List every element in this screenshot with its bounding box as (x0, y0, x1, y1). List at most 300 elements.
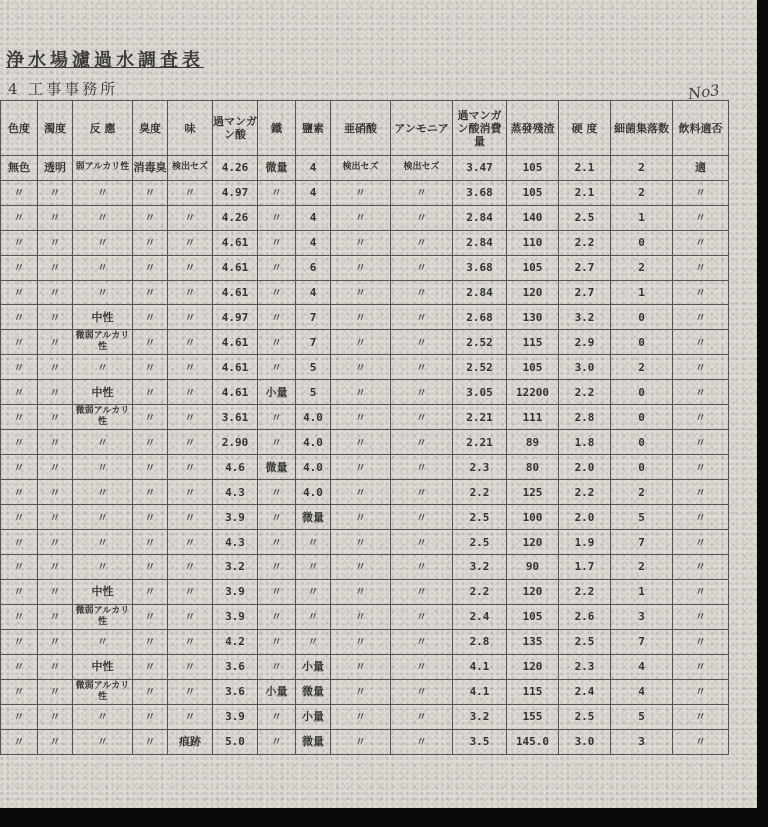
table-cell: 4.61 (213, 230, 258, 255)
table-cell: 〃 (391, 729, 453, 754)
table-cell: 〃 (133, 554, 168, 579)
table-cell: 〃 (1, 255, 38, 280)
table-cell: 4.97 (213, 305, 258, 330)
table-cell: 2.2 (559, 380, 611, 405)
table-cell: 2 (611, 480, 673, 505)
table-cell: 〃 (168, 405, 213, 430)
table-cell: 2.8 (559, 405, 611, 430)
table-cell: 12200 (507, 380, 559, 405)
table-cell: 〃 (1, 629, 38, 654)
table-cell: 〃 (1, 405, 38, 430)
table-cell: 〃 (1, 280, 38, 305)
table-cell: 4.26 (213, 156, 258, 181)
table-cell: 〃 (673, 654, 729, 679)
table-cell: 0 (611, 405, 673, 430)
table-cell: 〃 (331, 530, 391, 555)
table-cell: 2.1 (559, 156, 611, 181)
table-cell: 105 (507, 604, 559, 629)
table-row (1, 230, 729, 255)
table-cell: 〃 (133, 455, 168, 480)
table-cell: 〃 (258, 430, 296, 455)
table-row (1, 704, 729, 729)
table-cell: 〃 (258, 180, 296, 205)
table-cell: 4.0 (296, 430, 331, 455)
table-cell: 〃 (673, 554, 729, 579)
table-cell: 5 (296, 355, 331, 380)
table-cell: 〃 (1, 679, 38, 704)
table-cell: 〃 (168, 305, 213, 330)
table-cell: 2.4 (453, 604, 507, 629)
table-cell: 〃 (133, 480, 168, 505)
table-cell: 105 (507, 156, 559, 181)
table-cell: 〃 (1, 729, 38, 754)
table-cell: 微量 (296, 505, 331, 530)
table-cell: 4.2 (213, 629, 258, 654)
table-cell: 4.3 (213, 530, 258, 555)
table-cell: 1.8 (559, 430, 611, 455)
table-cell: 〃 (331, 629, 391, 654)
table-cell: 0 (611, 230, 673, 255)
table-cell: 〃 (258, 505, 296, 530)
column-header: アンモニア (391, 101, 453, 156)
table-cell: 〃 (168, 380, 213, 405)
table-cell: 2 (611, 255, 673, 280)
table-cell: 〃 (38, 180, 73, 205)
table-cell: 〃 (168, 355, 213, 380)
table-cell: 2.2 (453, 579, 507, 604)
table-cell: 〃 (391, 530, 453, 555)
table-cell: 3.0 (559, 355, 611, 380)
table-cell: 5.0 (213, 729, 258, 754)
table-cell: 〃 (391, 554, 453, 579)
table-cell: 〃 (38, 255, 73, 280)
table-cell: 〃 (258, 405, 296, 430)
table-cell: 4.61 (213, 330, 258, 355)
table-cell: 155 (507, 704, 559, 729)
table-cell: 〃 (673, 305, 729, 330)
table-cell: 4 (296, 280, 331, 305)
table-cell: 4.1 (453, 679, 507, 704)
table-cell: 〃 (1, 505, 38, 530)
column-header: 亜硝酸 (331, 101, 391, 156)
table-cell: 2 (611, 180, 673, 205)
table-cell: 〃 (296, 629, 331, 654)
table-cell: 〃 (673, 455, 729, 480)
table-cell: 〃 (38, 505, 73, 530)
table-cell: 〃 (73, 455, 133, 480)
table-cell: 〃 (673, 679, 729, 704)
table-cell: 〃 (168, 455, 213, 480)
water-survey-table (0, 100, 729, 755)
table-cell: 120 (507, 654, 559, 679)
table-cell: 〃 (258, 330, 296, 355)
table-cell: 〃 (168, 679, 213, 704)
table-cell: 〃 (73, 530, 133, 555)
table-row (1, 455, 729, 480)
table-cell: 〃 (673, 604, 729, 629)
table-cell: 1.7 (559, 554, 611, 579)
table-cell: 〃 (38, 579, 73, 604)
table-cell: 〃 (391, 380, 453, 405)
column-header: 鐵 (258, 101, 296, 156)
table-cell: 〃 (331, 579, 391, 604)
table-cell: 4.61 (213, 355, 258, 380)
table-cell: 2 (611, 156, 673, 181)
table-cell: 4.61 (213, 280, 258, 305)
table-cell: 135 (507, 629, 559, 654)
table-cell: 〃 (258, 629, 296, 654)
table-cell: 〃 (296, 579, 331, 604)
table-cell: 〃 (133, 505, 168, 530)
table-cell: 100 (507, 505, 559, 530)
table-cell: 〃 (38, 205, 73, 230)
table-cell: 2.0 (559, 455, 611, 480)
table-cell: 3.61 (213, 405, 258, 430)
table-cell: 140 (507, 205, 559, 230)
table-cell: 〃 (331, 180, 391, 205)
table-cell: 〃 (133, 530, 168, 555)
table-cell: 2.5 (453, 530, 507, 555)
table-cell: 115 (507, 330, 559, 355)
table-cell: 〃 (673, 380, 729, 405)
column-header: 反 應 (73, 101, 133, 156)
table-cell: 2.5 (453, 505, 507, 530)
table-cell: 〃 (1, 654, 38, 679)
table-cell: 〃 (258, 230, 296, 255)
table-cell: 〃 (168, 280, 213, 305)
table-cell: 〃 (391, 230, 453, 255)
table-cell: 6 (296, 255, 331, 280)
table-cell: 〃 (331, 380, 391, 405)
table-cell: 〃 (258, 280, 296, 305)
table-cell: 〃 (133, 430, 168, 455)
table-cell: 〃 (331, 280, 391, 305)
column-header: 鹽素 (296, 101, 331, 156)
table-cell: 〃 (391, 505, 453, 530)
table-cell: 〃 (331, 405, 391, 430)
table-row (1, 355, 729, 380)
table-cell: 3.5 (453, 729, 507, 754)
table-cell: 〃 (73, 704, 133, 729)
table-cell: 〃 (391, 330, 453, 355)
table-cell: 120 (507, 280, 559, 305)
table-cell: 痕跡 (168, 729, 213, 754)
table-cell: 〃 (391, 430, 453, 455)
table-cell: 2.84 (453, 230, 507, 255)
table-cell: 〃 (258, 604, 296, 629)
table-cell: 小量 (296, 704, 331, 729)
table-cell: 2.52 (453, 355, 507, 380)
table-cell: 微弱アルカリ性 (73, 679, 133, 704)
table-cell: 2.2 (559, 230, 611, 255)
table-row (1, 530, 729, 555)
table-cell: 〃 (168, 430, 213, 455)
table-cell: 5 (611, 505, 673, 530)
table-cell: 0 (611, 330, 673, 355)
column-header: 飲料適否 (673, 101, 729, 156)
table-cell: 3.47 (453, 156, 507, 181)
table-cell: 〃 (168, 654, 213, 679)
column-header: 味 (168, 101, 213, 156)
table-cell: 微量 (296, 729, 331, 754)
table-cell: 〃 (331, 604, 391, 629)
table-cell: 〃 (673, 530, 729, 555)
table-cell: 微弱アルカリ性 (73, 604, 133, 629)
table-cell: 〃 (391, 205, 453, 230)
table-cell: 弱アルカリ性 (73, 156, 133, 181)
table-cell: 〃 (73, 554, 133, 579)
table-cell: 2.2 (559, 579, 611, 604)
table-cell: 3.6 (213, 654, 258, 679)
table-cell: 〃 (133, 729, 168, 754)
table-cell: 〃 (391, 355, 453, 380)
table-cell: 120 (507, 579, 559, 604)
table-cell: 〃 (331, 205, 391, 230)
table-cell: 3.2 (453, 704, 507, 729)
table-cell: 4.0 (296, 405, 331, 430)
table-cell: 〃 (1, 230, 38, 255)
table-cell: 〃 (673, 230, 729, 255)
table-cell: 透明 (38, 156, 73, 181)
table-cell: 〃 (673, 629, 729, 654)
table-cell: 4.6 (213, 455, 258, 480)
table-row (1, 480, 729, 505)
table-cell: 〃 (391, 455, 453, 480)
table-cell: 〃 (1, 180, 38, 205)
table-cell: 3.9 (213, 604, 258, 629)
table-cell: 0 (611, 380, 673, 405)
table-cell: 〃 (1, 205, 38, 230)
table-cell: 1.9 (559, 530, 611, 555)
table-cell: 〃 (38, 405, 73, 430)
table-cell: 〃 (133, 280, 168, 305)
table-cell: 2.8 (453, 629, 507, 654)
table-cell: 〃 (133, 205, 168, 230)
table-cell: 7 (296, 330, 331, 355)
table-cell: 〃 (391, 405, 453, 430)
table-row (1, 579, 729, 604)
table-cell: 〃 (168, 330, 213, 355)
table-cell: 2.68 (453, 305, 507, 330)
table-cell: 7 (611, 530, 673, 555)
table-cell: 〃 (391, 180, 453, 205)
table-cell: 〃 (1, 380, 38, 405)
table-cell: 〃 (73, 480, 133, 505)
table-cell: 3.9 (213, 505, 258, 530)
table-cell: 2.1 (559, 180, 611, 205)
table-cell: 〃 (391, 604, 453, 629)
table-cell: 5 (296, 380, 331, 405)
table-cell: 4 (296, 205, 331, 230)
table-cell: 〃 (673, 255, 729, 280)
table-cell: 0 (611, 455, 673, 480)
table-cell: 〃 (258, 205, 296, 230)
table-cell: 〃 (133, 629, 168, 654)
table-cell: 〃 (258, 355, 296, 380)
table-cell: 微量 (296, 679, 331, 704)
table-cell: 〃 (673, 505, 729, 530)
table-cell: 130 (507, 305, 559, 330)
table-cell: 110 (507, 230, 559, 255)
table-cell: 〃 (133, 654, 168, 679)
table-cell: 4.1 (453, 654, 507, 679)
table-cell: 〃 (133, 380, 168, 405)
table-cell: 125 (507, 480, 559, 505)
table-cell: 〃 (391, 579, 453, 604)
table-cell: 〃 (673, 180, 729, 205)
table-cell: 〃 (73, 280, 133, 305)
table-cell: 4.61 (213, 255, 258, 280)
table-cell: 〃 (133, 704, 168, 729)
table-cell: 2.84 (453, 205, 507, 230)
table-cell: 〃 (673, 355, 729, 380)
table-cell: 〃 (331, 679, 391, 704)
table-cell: 〃 (73, 230, 133, 255)
table-cell: 〃 (391, 280, 453, 305)
table-cell: 3.2 (453, 554, 507, 579)
table-cell: 〃 (1, 480, 38, 505)
page-subtitle: 4 工事事務所 (8, 80, 119, 98)
table-cell: 〃 (133, 180, 168, 205)
table-cell: 〃 (1, 604, 38, 629)
table-cell: 〃 (73, 430, 133, 455)
table-cell: 〃 (331, 704, 391, 729)
table-cell: 2.5 (559, 629, 611, 654)
table-row (1, 380, 729, 405)
table-cell: 〃 (168, 255, 213, 280)
table-cell: 〃 (73, 255, 133, 280)
table-cell: 2.6 (559, 604, 611, 629)
table-cell: 2.21 (453, 405, 507, 430)
table-cell: 〃 (38, 330, 73, 355)
table-cell: 3.05 (453, 380, 507, 405)
table-cell: 3.6 (213, 679, 258, 704)
table-row (1, 180, 729, 205)
table-cell: 3.68 (453, 255, 507, 280)
table-cell: 適 (673, 156, 729, 181)
table-cell: 0 (611, 305, 673, 330)
table-cell: 〃 (133, 330, 168, 355)
table-row (1, 505, 729, 530)
table-cell: 〃 (38, 604, 73, 629)
table-row (1, 330, 729, 355)
table-cell: 〃 (331, 430, 391, 455)
table-cell: 〃 (73, 205, 133, 230)
table-cell: 〃 (673, 280, 729, 305)
table-cell: 〃 (258, 554, 296, 579)
table-cell: 〃 (38, 430, 73, 455)
table-cell: 〃 (38, 480, 73, 505)
table-cell: 4.0 (296, 480, 331, 505)
table-cell: 〃 (38, 305, 73, 330)
table-row (1, 729, 729, 754)
table-cell: 5 (611, 704, 673, 729)
table-cell: 〃 (38, 629, 73, 654)
table-cell: 〃 (168, 530, 213, 555)
table-cell: 微量 (258, 455, 296, 480)
table-cell: 微弱アルカリ性 (73, 330, 133, 355)
table-cell: 4.97 (213, 180, 258, 205)
table-row (1, 430, 729, 455)
table-cell: 〃 (73, 729, 133, 754)
table-cell: 〃 (133, 604, 168, 629)
table-cell: 〃 (296, 604, 331, 629)
table-cell: 2.2 (559, 480, 611, 505)
table-cell: 〃 (168, 604, 213, 629)
table-cell: 〃 (73, 180, 133, 205)
table-cell: 115 (507, 679, 559, 704)
table-cell: 〃 (38, 704, 73, 729)
table-cell: 〃 (258, 654, 296, 679)
table-cell: 〃 (258, 480, 296, 505)
table-cell: 消毒臭 (133, 156, 168, 181)
table-cell: 〃 (168, 505, 213, 530)
table-cell: 〃 (258, 579, 296, 604)
table-cell: 〃 (391, 255, 453, 280)
table-cell: 2.5 (559, 205, 611, 230)
table-cell: 〃 (133, 305, 168, 330)
table-cell: 〃 (168, 480, 213, 505)
column-header: 蒸發殘渣 (507, 101, 559, 156)
table-row (1, 654, 729, 679)
table-cell: 〃 (673, 729, 729, 754)
table-cell: 4 (611, 654, 673, 679)
table-cell: 2.52 (453, 330, 507, 355)
table-cell: 検出セズ (331, 156, 391, 181)
table-cell: 〃 (331, 480, 391, 505)
table-row (1, 679, 729, 704)
table-cell: 〃 (296, 530, 331, 555)
table-cell: 2.3 (559, 654, 611, 679)
table-cell: 4 (296, 180, 331, 205)
table-cell: 〃 (331, 330, 391, 355)
table-cell: 〃 (133, 230, 168, 255)
table-cell: 〃 (1, 579, 38, 604)
table-cell: 1 (611, 280, 673, 305)
table-cell: 〃 (38, 355, 73, 380)
table-cell: 3.9 (213, 579, 258, 604)
table-cell: 〃 (258, 704, 296, 729)
table-cell: 〃 (133, 679, 168, 704)
table-cell: 〃 (258, 729, 296, 754)
table-cell: 〃 (38, 230, 73, 255)
table-cell: 中性 (73, 380, 133, 405)
table-cell: 微量 (258, 156, 296, 181)
table-cell: 〃 (673, 480, 729, 505)
table-cell: 2.4 (559, 679, 611, 704)
table-cell: 〃 (38, 455, 73, 480)
table-cell: 111 (507, 405, 559, 430)
table-row (1, 255, 729, 280)
table-cell: 〃 (296, 554, 331, 579)
table-cell: 90 (507, 554, 559, 579)
table-cell: 〃 (168, 180, 213, 205)
table-cell: 〃 (38, 554, 73, 579)
table-cell: 89 (507, 430, 559, 455)
table-cell: 〃 (1, 355, 38, 380)
table-cell: 2.90 (213, 430, 258, 455)
table-cell: 〃 (38, 380, 73, 405)
table-cell: 3 (611, 729, 673, 754)
table-row (1, 405, 729, 430)
table-cell: 〃 (258, 255, 296, 280)
table-cell: 〃 (133, 255, 168, 280)
table-cell: 〃 (73, 505, 133, 530)
table-cell: 小量 (296, 654, 331, 679)
table-cell: 〃 (258, 530, 296, 555)
table-cell: 〃 (331, 455, 391, 480)
table-cell: 2.7 (559, 280, 611, 305)
